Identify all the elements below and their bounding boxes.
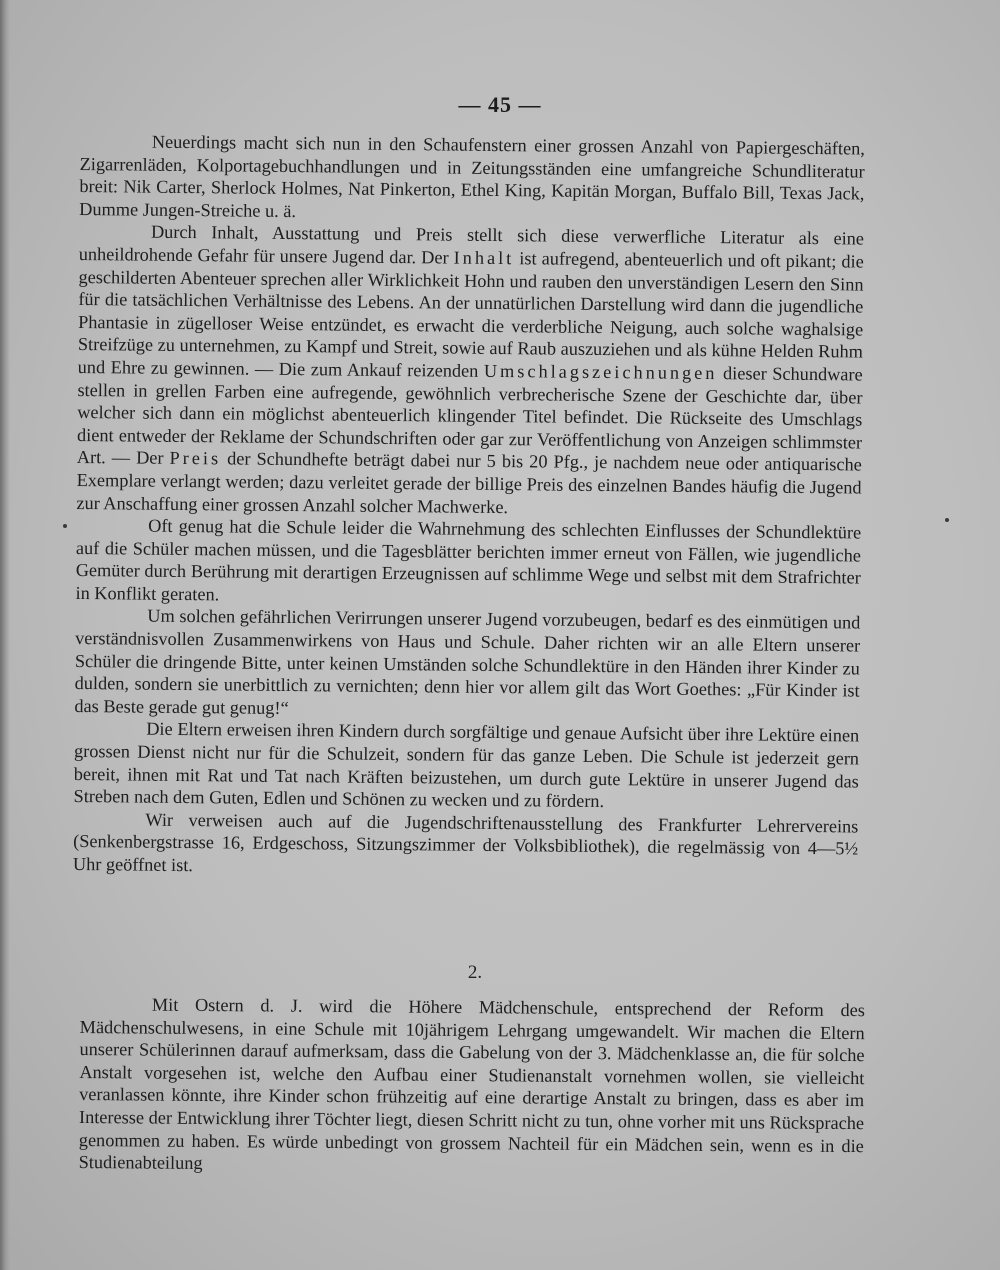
section-1-text [73, 130, 865, 883]
paragraph-text: der Schundhefte beträgt dabei nur 5 bis 20 Pfg., je nachdem neue oder antiquarische Exemplare verlangt werden; dazu verleitet gerade der billige Preis des einzelnen Bandes häufig die Jugend zur Anschaffung einer grossen Anzahl solcher Machwerke. [76, 448, 862, 517]
paragraph-text: Durch Inhalt, Ausstattung und Preis stellt sich diese verwerfliche Literatur als eine unheildrohende Gefahr für unsere Jugend dar. Der [78, 222, 865, 268]
paragraph-gefahr [76, 220, 864, 521]
page-binding-shadow [0, 0, 10, 1270]
section-2-text [79, 993, 865, 1180]
paragraph-bitte [74, 604, 860, 724]
paragraph-ausstellung [73, 808, 859, 883]
page-number: — 45 — [458, 92, 542, 117]
paragraph-aufsicht [73, 717, 859, 815]
paragraph-text: Mit Ostern d. J. wird die Höhere Mädchenschule, entsprechend der Reform des Mädchenschulwesens, in eine Schule mit 10jährigem Lehrgang umgewandelt. Wir machen die Eltern unserer Schülerinnen darauf aufmerksam, dass die Gabelung von der 3. Mädchenklasse an, die für solche Anstalt vorgesehen ist, welche den Aufbau einer Studienanstalt vornehmen wollen, sie vielleicht veranlassen könnte, ihre Kinder schon frühzeitig auf eine derartige Anstalt zu bringen, dass es aber im Interesse der Entwicklung ihrer Töchter liegt, diesen Schritt nicht zu tun, ohne vorher mit uns Rücksprache genommen zu haben. Es würde unbedingt von grossem Nachteil für ein Mädchen sein, wenn es in die Studienabteilung [78, 994, 865, 1174]
paragraph-text: ist aufregend, abenteuerlich und oft pikant; die geschilderten Abenteuer sprechen aller Wirklichkeit Hohn und rauben den unverständigen Lesern den Sinn für die tatsächlichen Verhältnisse des Lebens. An der unnatürlichen Darstellung wird dann die jugendliche Phantasie in zügelloser Weise entzündet, es erwacht die verderbliche Neigung, auch solche waghalsige Streifzüge zu unternehmen, zu Kampf und Streit, sowie auf Raub auszuziehen und als kühne Helden Ruhm und Ehre zu gewinnen. — Die zum Ankauf reizenden [77, 248, 864, 381]
emphasis-umschlagszeichnungen: Umschlagszeichnungen [483, 360, 718, 384]
dust-speck [945, 518, 949, 522]
paragraph-text: Die Eltern erweisen ihren Kindern durch sorgfältige und genaue Aufsicht über ihre Lektüre einen grossen Dienst nicht nur für die Schulzeit, sondern für das ganze Leben. Die Schule ist jederzeit gern bereit, ihnen mit Rat und Tat nach Kräften beizustehen, um durch gute Lektüre in unserer Jugend das Streben nach dem Guten, Edlen und Schönen zu wecken und zu fördern. [73, 719, 860, 812]
emphasis-inhalt: Inhalt [453, 247, 515, 269]
paragraph-text: dieser Schundware stellen in grellen Farben eine aufregende, gewöhnlich verbrecherische Szene der Geschichte dar, über welcher sich dann ein möglichst abenteuerlich klingender Titel befindet. Die Rückseite des Umschlags dient entweder der Reklame der Schundschriften oder gar zur Veröffentlichung von Anzeigen schlimmster Art. — Der [76, 363, 863, 469]
paragraph-text: Wir verweisen auch auf die Jugendschriftenausstellung des Frankfurter Lehrervereins (Senkenbergstrasse 16, Erdgeschoss, Sitzungszimmer der Volksbibliothek), die regelmässig von 4—5½ Uhr geöffnet ist. [72, 809, 859, 876]
emphasis-preis: Preis [169, 448, 222, 469]
paragraph-schaufenster [79, 130, 865, 228]
paragraph-einfluss [75, 514, 861, 612]
paragraph-text: Oft genug hat die Schule leider die Wahrnehmung des schlechten Einflusses der Schundlektüre auf die Schüler machen müssen, und die Tagesblätter berichten immer erneut von Fällen, wie jugendliche Gemüter durch Berührung mit derartigen Erzeugnissen auf schlimme Wege und selbst mit dem Strafrichter in Konflikt geraten. [75, 515, 862, 605]
dust-speck [63, 524, 67, 528]
section-number: 2. [467, 962, 483, 983]
paragraph-text: Um solchen gefährlichen Verirrungen unserer Jugend vorzubeugen, bedarf es des einmütigen und verständnisvollen Zusammenwirkens von Haus und Schule. Daher richten wir an alle Eltern unserer Schüler die dringende Bitte, unter keinen Umständen solche Schundlektüre in den Händen ihrer Kinder zu dulden, sondern sie unerbittlich zu vernichten; denn hier vor allem gilt das Wort Goethes: „Für Kinder ist das Beste gerade gut genug!“ [74, 606, 861, 718]
paragraph-maedchenschule [79, 993, 865, 1180]
paragraph-text: Neuerdings macht sich nun in den Schaufenstern einer grossen Anzahl von Papiergeschäften, Zigarrenläden, Kolportagebuchhandlungen und in Zeitungsständen eine umfangreiche Schundliteratur breit: Nik Carter, Sherlock Holmes, Nat Pinkerton, Ethel King, Kapitän Morgan, Buffalo Bill, Texas Jack, Dumme Jungen-Streiche u. ä. [79, 131, 865, 221]
